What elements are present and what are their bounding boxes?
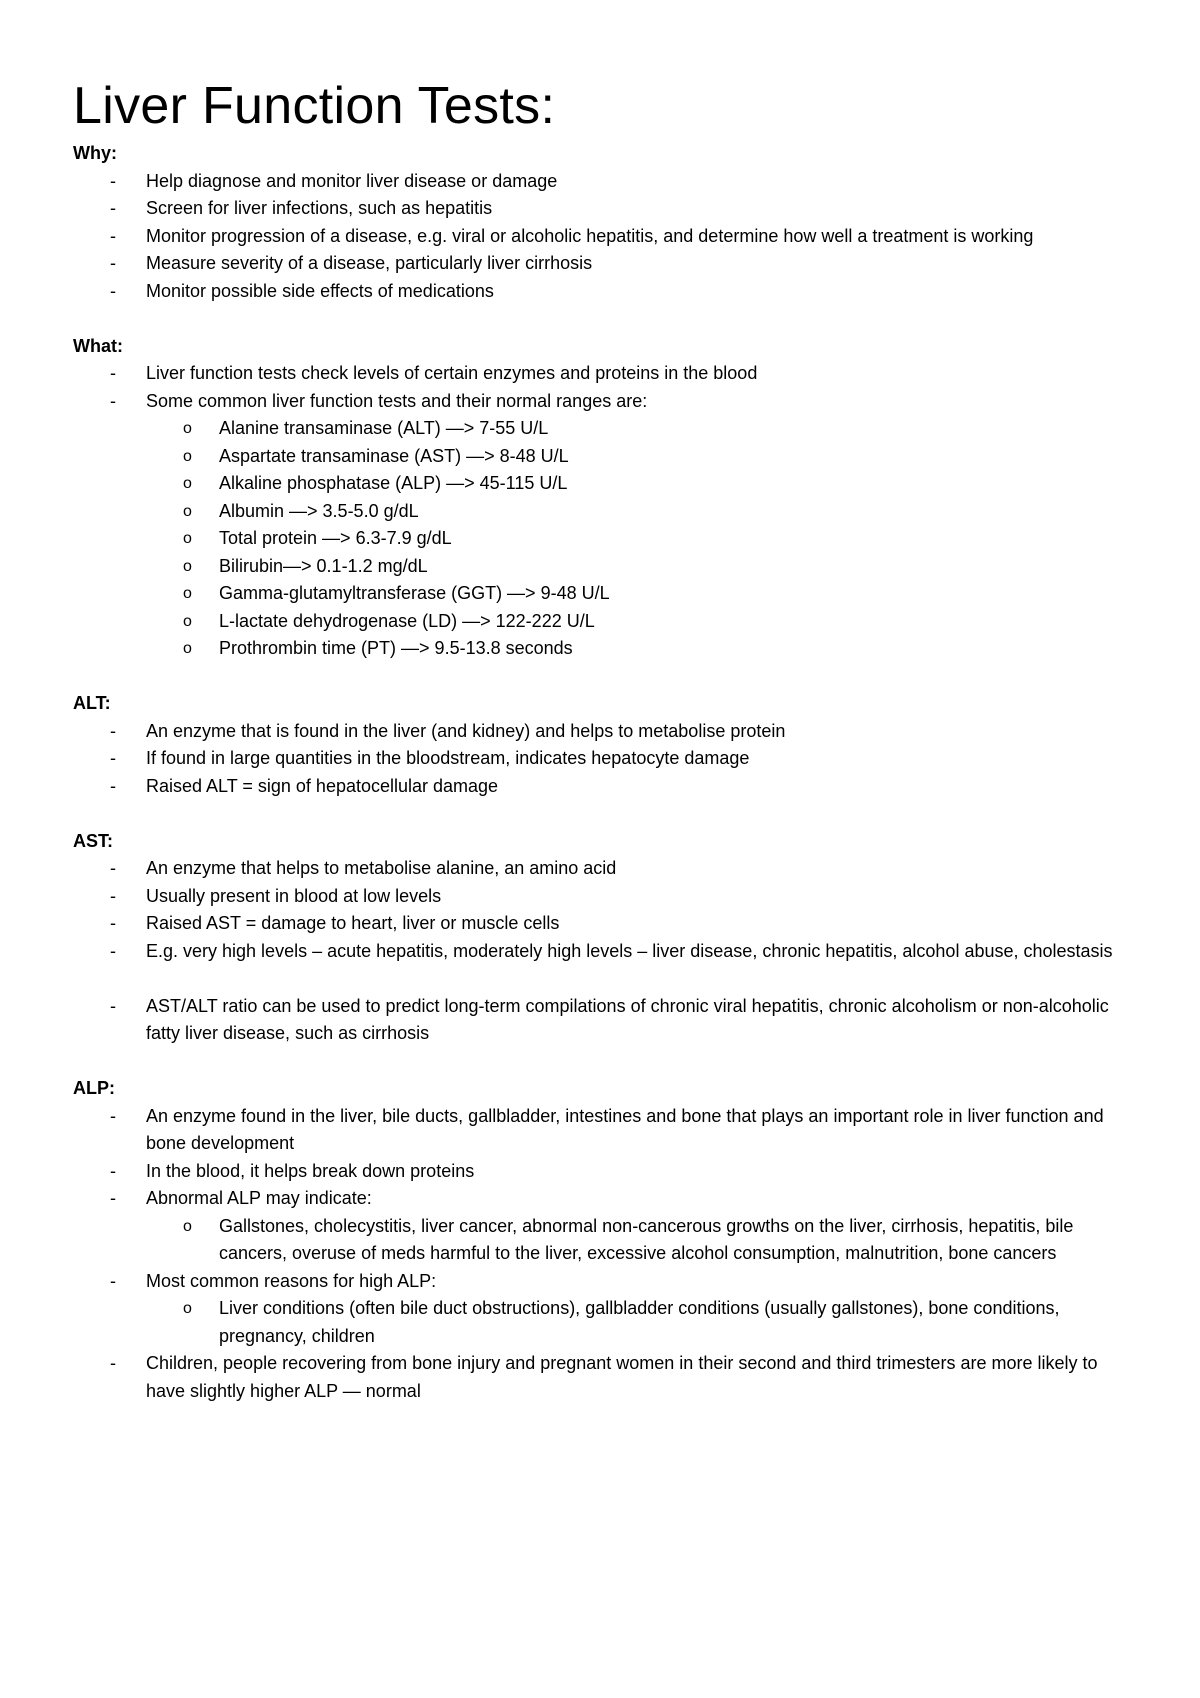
list-item: [73, 1185, 1133, 1268]
dash-bullet-marker: -: [110, 1160, 116, 1181]
dash-bullet-marker: -: [110, 1188, 116, 1208]
sub-list-item-text: Gamma-glutamyltransferase (GGT) —> 9-48 U/L: [219, 583, 610, 603]
circle-bullet-marker: o: [183, 447, 192, 465]
circle-bullet-marker: o: [183, 1300, 192, 1317]
list-item: [73, 773, 1133, 801]
list-item-text: An enzyme that helps to metabolise alanine, an amino acid: [146, 858, 617, 878]
circle-bullet-marker: o: [183, 612, 192, 630]
list-item-text: Measure severity of a disease, particularly liver cirrhosis: [146, 253, 593, 273]
sub-list-item: [73, 608, 1133, 636]
list-item-text: In the blood, it helps break down proteins: [146, 1160, 475, 1181]
sub-list-item-text: Liver conditions (often bile duct obstructions), gallbladder conditions (usually gallstones), bone conditions, pregnancy, children: [219, 1298, 1060, 1346]
bullet-list: [73, 360, 1133, 663]
list-item-text: Usually present in blood at low levels: [146, 885, 442, 906]
dash-bullet-marker: -: [110, 913, 116, 933]
sub-list-item: [73, 1295, 1133, 1350]
sub-bullet-list: [146, 1295, 1133, 1350]
list-item: [73, 1103, 1133, 1158]
dash-bullet-marker: -: [110, 1270, 116, 1291]
list-item-text: Most common reasons for high ALP:: [146, 1270, 437, 1291]
list-item: [73, 250, 1133, 278]
list-item: [73, 910, 1133, 938]
sub-list-item: [73, 470, 1133, 498]
section-heading: ALT:: [73, 693, 111, 713]
list-item-text: Monitor progression of a disease, e.g. viral or alcoholic hepatitis, and determine how well a treatment is working: [146, 225, 1034, 246]
list-item-text: If found in large quantities in the bloodstream, indicates hepatocyte damage: [146, 748, 750, 768]
list-item: [73, 1158, 1133, 1186]
bullet-list: [73, 855, 1133, 1048]
section-alt: [73, 690, 1133, 800]
list-item-text: Liver function tests check levels of certain enzymes and proteins in the blood: [146, 363, 758, 383]
list-item-text: Some common liver function tests and their normal ranges are:: [146, 390, 648, 411]
section-what: [73, 333, 1133, 663]
list-item-text: AST/ALT ratio can be used to predict long-term compilations of chronic viral hepatitis, chronic alcoholism or non-alcoholic fatty liver disease, such as cirrhosis: [146, 995, 1109, 1043]
sub-list-item: [73, 553, 1133, 581]
section-alp: [73, 1075, 1133, 1405]
sub-list-item-text: Aspartate transaminase (AST) —> 8-48 U/L: [219, 445, 569, 466]
list-item-text: An enzyme found in the liver, bile ducts, gallbladder, intestines and bone that plays an important role in liver function and bone development: [146, 1105, 1104, 1153]
dash-bullet-marker: -: [110, 225, 116, 246]
circle-bullet-marker: o: [183, 1217, 192, 1235]
bullet-list: [73, 718, 1133, 801]
bullet-list: [73, 1103, 1133, 1406]
dash-bullet-marker: -: [110, 995, 116, 1016]
dash-bullet-marker: -: [110, 748, 116, 768]
list-item-text: Help diagnose and monitor liver disease or damage: [146, 170, 558, 191]
section-ast: [73, 828, 1133, 1048]
dash-bullet-marker: -: [110, 170, 116, 191]
dash-bullet-marker: -: [110, 363, 116, 383]
sub-list-item-text: L-lactate dehydrogenase (LD) —> 122-222 U/L: [219, 610, 595, 631]
document-title: Liver Function Tests:: [73, 77, 556, 135]
section-heading: Why:: [73, 143, 117, 163]
dash-bullet-marker: -: [110, 858, 116, 878]
sub-list-item-text: Gallstones, cholecystitis, liver cancer, abnormal non-cancerous growths on the liver, cirrhosis, hepatitis, bile cancers, overuse of meds harmful to the liver, excessive alcohol consumption, malnutrition, bone cancers: [219, 1215, 1074, 1263]
sub-list-item-text: Alanine transaminase (ALT) —> 7-55 U/L: [219, 418, 549, 438]
list-item-text: Monitor possible side effects of medications: [146, 280, 494, 301]
list-item-text: Children, people recovering from bone injury and pregnant women in their second and third trimesters are more likely to have slightly higher ALP — normal: [146, 1353, 1098, 1401]
sub-list-item-text: Prothrombin time (PT) —> 9.5-13.8 seconds: [219, 638, 573, 658]
section-heading: ALP:: [73, 1078, 115, 1098]
section-why: [73, 140, 1133, 305]
dash-bullet-marker: -: [110, 253, 116, 273]
sub-list-item: [73, 580, 1133, 608]
sub-list-item-text: Total protein —> 6.3-7.9 g/dL: [219, 528, 452, 548]
sub-list-item-text: Bilirubin—> 0.1-1.2 mg/dL: [219, 555, 428, 576]
circle-bullet-marker: o: [183, 557, 192, 575]
dash-bullet-marker: -: [110, 280, 116, 301]
sub-list-item-text: Albumin —> 3.5-5.0 g/dL: [219, 500, 419, 521]
circle-bullet-marker: o: [183, 475, 192, 492]
sub-list-item: [73, 498, 1133, 526]
sub-list-item: [73, 415, 1133, 443]
dash-bullet-marker: -: [110, 1105, 116, 1126]
dash-bullet-marker: -: [110, 720, 116, 741]
sub-bullet-list: [146, 1213, 1133, 1268]
dash-bullet-marker: -: [110, 885, 116, 906]
list-item-text: An enzyme that is found in the liver (and kidney) and helps to metabolise protein: [146, 720, 786, 741]
list-item: [73, 278, 1133, 306]
section-heading: What:: [73, 335, 123, 356]
dash-bullet-marker: -: [110, 775, 116, 796]
list-item: [73, 360, 1133, 388]
list-item-text: Raised ALT = sign of hepatocellular damage: [146, 775, 499, 796]
sub-list-item: [73, 443, 1133, 471]
list-item: [73, 938, 1133, 966]
list-item: [73, 195, 1133, 223]
section-heading: AST:: [73, 830, 113, 851]
circle-bullet-marker: o: [183, 640, 192, 657]
circle-bullet-marker: o: [183, 585, 192, 602]
document-body: [73, 140, 1133, 1405]
sub-list-item: [73, 635, 1133, 663]
list-item-text: Abnormal ALP may indicate:: [146, 1188, 372, 1208]
dash-bullet-marker: -: [110, 940, 116, 961]
list-item: [73, 883, 1133, 911]
list-item: [73, 388, 1133, 663]
list-item: [73, 1268, 1133, 1351]
sub-list-item: [73, 525, 1133, 553]
dash-bullet-marker: -: [110, 390, 116, 411]
list-item: [73, 718, 1133, 746]
list-item: [73, 1350, 1133, 1405]
list-item-text: Screen for liver infections, such as hepatitis: [146, 198, 493, 218]
circle-bullet-marker: o: [183, 530, 192, 547]
document-page: [73, 72, 1133, 1405]
sub-list-item-text: Alkaline phosphatase (ALP) —> 45-115 U/L: [219, 473, 568, 493]
dash-bullet-marker: -: [110, 198, 116, 218]
list-item-text: Raised AST = damage to heart, liver or muscle cells: [146, 913, 560, 933]
circle-bullet-marker: o: [183, 420, 192, 437]
sub-bullet-list: [146, 415, 1133, 663]
list-item: [73, 993, 1133, 1048]
list-item: [73, 745, 1133, 773]
bullet-list: [73, 168, 1133, 306]
list-item: [73, 223, 1133, 251]
list-item: [73, 168, 1133, 196]
list-item-text: E.g. very high levels – acute hepatitis, moderately high levels – liver disease, chronic hepatitis, alcohol abuse, cholestasis: [146, 940, 1113, 961]
list-item: [73, 855, 1133, 883]
sub-list-item: [73, 1213, 1133, 1268]
dash-bullet-marker: -: [110, 1353, 116, 1373]
circle-bullet-marker: o: [183, 502, 192, 520]
